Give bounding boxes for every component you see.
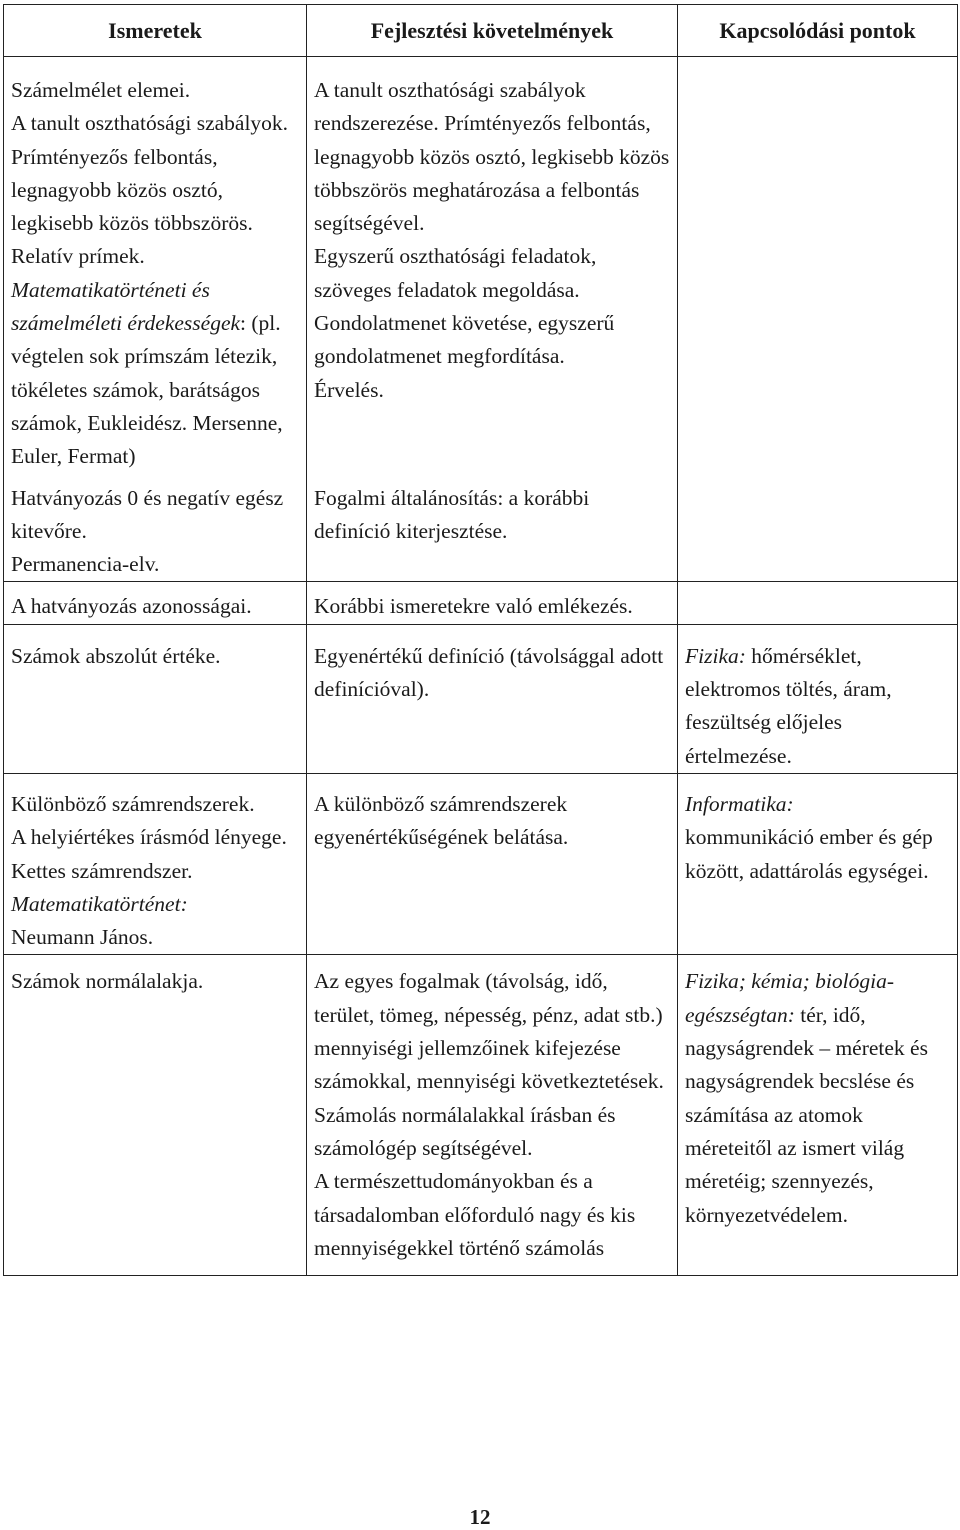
cell-kapcsolodasi	[678, 624, 958, 773]
cell-kapcsolodasi	[678, 582, 958, 624]
cell-kapcsolodasi	[678, 57, 958, 582]
cell-text: Különböző számrendszerek.	[11, 791, 255, 816]
curriculum-table	[3, 4, 958, 1276]
cell-text: Gondolatmenet követése, egyszerű gondolatmenet megfordítása.	[314, 311, 615, 369]
cell-fejlesztesi: A különböző számrendszerek egyenértékűségének belátása.	[307, 773, 678, 954]
cell-ismeretek: A hatványozás azonosságai.	[4, 582, 307, 624]
cell-text: Az egyes fogalmak (távolság, idő, terület, tömeg, népesség, pénz, adat stb.) mennyiségi jellemzőinek kifejezése számokkal, mennyiségi következtetések. Számolás normálalakkal írásban és számológép segítségével.	[314, 969, 664, 1160]
cell-ismeretek: Számok abszolút értéke.	[4, 624, 307, 773]
table-row	[4, 955, 958, 1276]
cell-fejlesztesi	[307, 57, 678, 582]
table-row	[4, 57, 958, 582]
emphasis-text: Fizika; kémia; biológia-egészségtan:	[685, 969, 894, 1027]
cell-fejlesztesi: Egyenértékű definíció (távolsággal adott definícióval).	[307, 624, 678, 773]
table-row	[4, 624, 958, 773]
cell-ismeretek	[4, 57, 307, 582]
cell-text: A helyiértékes írásmód lényege. Kettes számrendszer.	[11, 825, 287, 883]
page-number: 12	[469, 1505, 491, 1529]
cell-paragraph	[11, 274, 300, 474]
header-kapcsolodasi-pontok: Kapcsolódási pontok	[678, 5, 958, 57]
header-row	[4, 5, 958, 57]
cell-text: tér, idő, nagyságrendek – méretek és nagyságrendek becslése és számítása az atomok méreteitől az ismert világ méretéig; szennyezés, környezetvédelem.	[685, 1002, 928, 1227]
cell-text: kommunikáció ember és gép között, adattárolás egységei.	[685, 825, 933, 883]
header-fejlesztesi-kovetelmenyek: Fejlesztési követelmények	[307, 5, 678, 57]
cell-text: Egyszerű oszthatósági feladatok, szöveges feladatok megoldása.	[314, 244, 597, 302]
emphasis-text: Informatika:	[685, 791, 794, 816]
cell-ismeretek	[4, 773, 307, 954]
cell-text: Érvelés.	[314, 377, 384, 402]
table-row	[4, 582, 958, 624]
cell-text: Neumann János.	[11, 925, 154, 950]
header-ismeretek: Ismeretek	[4, 5, 307, 57]
cell-text: hőmérséklet, elektromos töltés, áram, feszültség előjeles értelmezése.	[685, 643, 892, 768]
cell-text: Fogalmi általánosítás: a korábbi definíció kiterjesztése.	[314, 485, 590, 544]
emphasis-text: Matematikatörténeti és számelméleti érdekességek	[11, 277, 241, 336]
emphasis-text: Fizika:	[685, 643, 746, 668]
cell-text: A természettudományokban és a társadalomban előforduló nagy és kis mennyiségekkel történő számolás	[314, 1169, 636, 1260]
cell-text: A tanult oszthatósági szabályok rendszerezése. Prímtényezős felbontás, legnagyobb közös osztó, legkisebb közös többszörös meghatározása a felbontás segítségével.	[314, 78, 670, 236]
cell-text: Számelmélet elemei.	[11, 78, 191, 102]
cell-text: Permanencia-elv.	[11, 552, 160, 577]
cell-ismeretek: Számok normálalakja.	[4, 955, 307, 1276]
cell-text: Hatványozás 0 és negatív egész kitevőre.	[11, 485, 284, 543]
cell-kapcsolodasi	[678, 955, 958, 1276]
cell-text: : (pl. végtelen sok prímszám létezik, tökéletes számok, barátságos számok, Eukleidész. Mersenne, Euler, Fermat)	[11, 311, 283, 469]
cell-text: A tanult oszthatósági szabályok. Prímtényezős felbontás, legnagyobb közös osztó, legkisebb közös többszörös. Relatív prímek.	[11, 111, 289, 269]
table-row	[4, 773, 958, 954]
cell-fejlesztesi: Korábbi ismeretekre való emlékezés.	[307, 582, 678, 624]
cell-kapcsolodasi	[678, 773, 958, 954]
emphasis-text: Matematikatörténet:	[11, 891, 188, 916]
cell-fejlesztesi	[307, 955, 678, 1276]
